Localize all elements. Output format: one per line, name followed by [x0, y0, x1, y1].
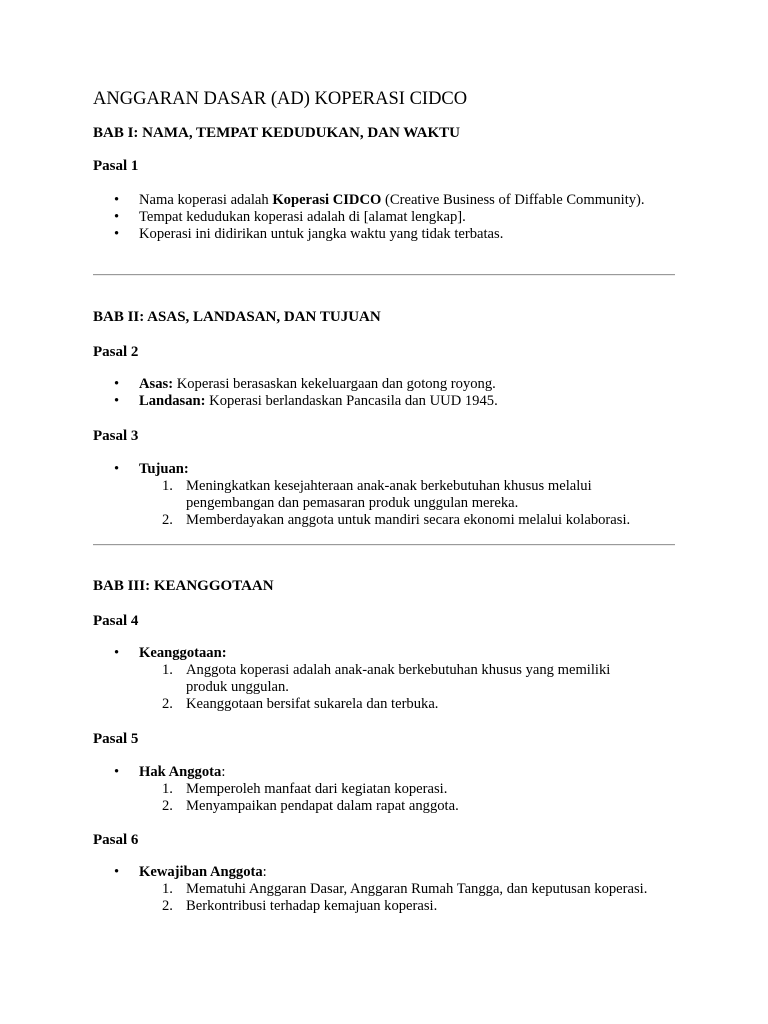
- numbered-item: [139, 512, 653, 529]
- item-number: 1.: [162, 478, 173, 494]
- document-title: ANGGARAN DASAR (AD) KOPERASI CIDCO: [93, 89, 468, 109]
- kewajiban-anggota-numbered-list: [139, 881, 653, 915]
- numbered-item-text: Anggota koperasi adalah anak-anak berkebutuhan khusus yang memiliki produk unggulan.: [186, 662, 611, 695]
- item-number: 1.: [162, 781, 173, 797]
- list-item-text: Tempat kedudukan koperasi adalah di [alamat lengkap].: [139, 209, 466, 225]
- horizontal-divider: [93, 274, 675, 276]
- label-colon: :: [262, 864, 267, 880]
- pasal-3-list: [93, 461, 653, 529]
- item-number: 2.: [162, 798, 173, 814]
- section-heading-bab1: BAB I: NAMA, TEMPAT KEDUDUKAN, DAN WAKTU: [93, 125, 460, 141]
- item-number: 2.: [162, 512, 173, 528]
- pasal-label-6: Pasal 6: [93, 832, 139, 848]
- numbered-item: [139, 478, 653, 512]
- pasal-4-list: [93, 645, 653, 713]
- list-item-text: Koperasi berasaskan kekeluargaan dan gotong royong.: [173, 376, 496, 392]
- list-item: [93, 461, 653, 529]
- asas-label: Asas:: [139, 376, 174, 392]
- numbered-item: [139, 696, 653, 713]
- list-item: [93, 393, 653, 410]
- keanggotaan-numbered-list: [139, 662, 653, 713]
- kewajiban-anggota-label: Kewajiban Anggota: [139, 864, 263, 880]
- landasan-label: Landasan:: [139, 393, 206, 409]
- pasal-2-list: [93, 376, 653, 410]
- pasal-5-content: [93, 764, 653, 815]
- pasal-3-content: [93, 461, 653, 529]
- pasal-4-content: [93, 645, 653, 713]
- horizontal-divider: [93, 544, 675, 546]
- pasal-1-content: [93, 192, 653, 243]
- item-number: 1.: [162, 662, 173, 678]
- numbered-item: [139, 662, 653, 696]
- numbered-item-text: Menyampaikan pendapat dalam rapat anggota.: [186, 798, 459, 814]
- cooperative-name: Koperasi CIDCO: [272, 192, 382, 208]
- list-item: [93, 764, 653, 815]
- section-heading-bab3: BAB III: KEANGGOTAAN: [93, 578, 274, 594]
- tujuan-numbered-list: [139, 478, 653, 529]
- item-number: 2.: [162, 696, 173, 712]
- numbered-item: [139, 898, 653, 915]
- numbered-item-text: Berkontribusi terhadap kemajuan koperasi.: [186, 898, 438, 914]
- list-item-text: (Creative Business of Diffable Community).: [381, 192, 645, 208]
- pasal-label-5: Pasal 5: [93, 731, 139, 747]
- list-item: [93, 376, 653, 393]
- list-item: [93, 209, 653, 226]
- section-heading-bab2: BAB II: ASAS, LANDASAN, DAN TUJUAN: [93, 309, 381, 325]
- numbered-item-text: Memberdayakan anggota untuk mandiri secara ekonomi melalui kolaborasi.: [186, 512, 631, 528]
- pasal-2-content: [93, 376, 653, 410]
- list-item: [93, 192, 653, 209]
- item-number: 2.: [162, 898, 173, 914]
- pasal-label-3: Pasal 3: [93, 428, 139, 444]
- pasal-6-content: [93, 864, 653, 915]
- pasal-5-list: [93, 764, 653, 815]
- numbered-item-text: Mematuhi Anggaran Dasar, Anggaran Rumah Tangga, dan keputusan koperasi.: [186, 881, 648, 897]
- pasal-1-list: [93, 192, 653, 243]
- tujuan-label: Tujuan:: [139, 461, 189, 477]
- list-item-text: Koperasi ini didirikan untuk jangka waktu yang tidak terbatas.: [139, 226, 504, 242]
- hak-anggota-label: Hak Anggota: [139, 764, 222, 780]
- list-item: [93, 226, 653, 243]
- list-item-text: Nama koperasi adalah: [139, 192, 273, 208]
- numbered-item: [139, 781, 653, 798]
- numbered-item: [139, 881, 653, 898]
- hak-anggota-numbered-list: [139, 781, 653, 815]
- numbered-item-text: Memperoleh manfaat dari kegiatan koperasi.: [186, 781, 448, 797]
- pasal-label-2: Pasal 2: [93, 344, 139, 360]
- pasal-label-4: Pasal 4: [93, 613, 139, 629]
- list-item: [93, 645, 653, 713]
- list-item: [93, 864, 653, 915]
- label-colon: :: [221, 764, 226, 780]
- numbered-item-text: Keanggotaan bersifat sukarela dan terbuka.: [186, 696, 439, 712]
- numbered-item: [139, 798, 653, 815]
- keanggotaan-label: Keanggotaan:: [139, 645, 227, 661]
- pasal-6-list: [93, 864, 653, 915]
- numbered-item-text: Meningkatkan kesejahteraan anak-anak berkebutuhan khusus melalui pengembangan dan pemasaran produk unggulan mereka.: [186, 478, 592, 511]
- list-item-text: Koperasi berlandaskan Pancasila dan UUD 1945.: [205, 393, 498, 409]
- pasal-label-1: Pasal 1: [93, 158, 139, 174]
- item-number: 1.: [162, 881, 173, 897]
